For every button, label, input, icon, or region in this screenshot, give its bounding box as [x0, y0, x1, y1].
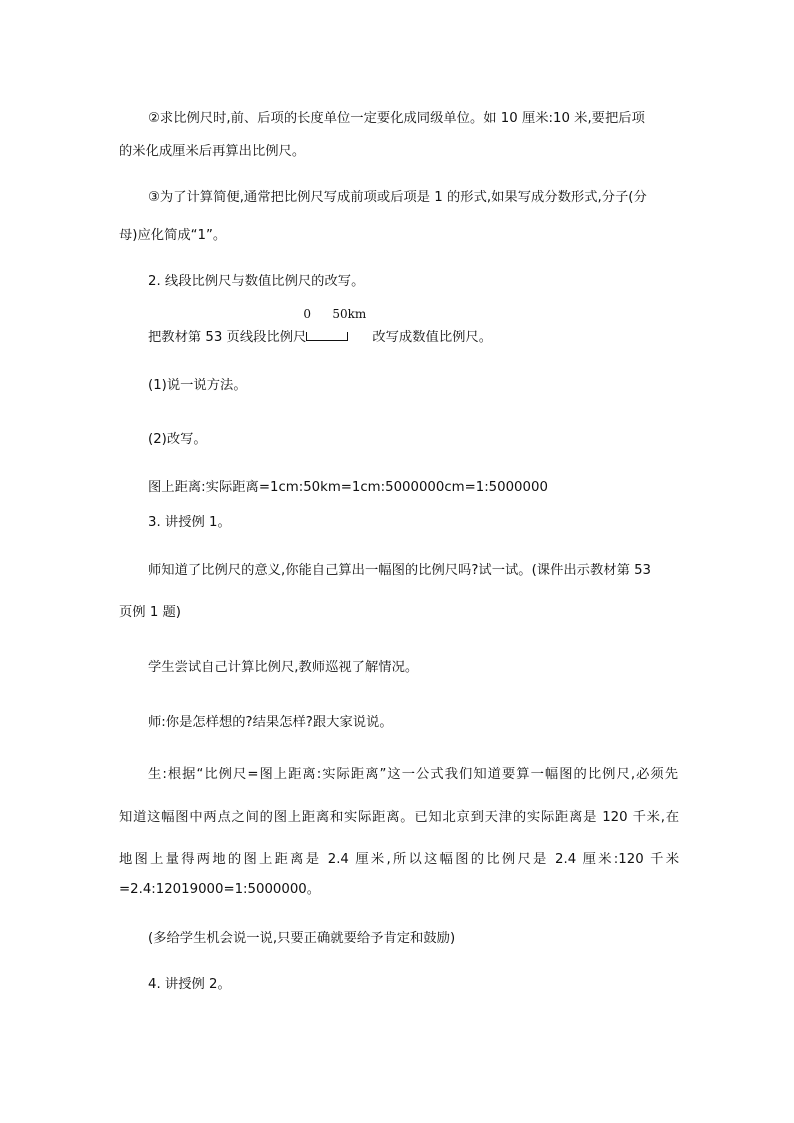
paragraph-student-answer-line2: 知道这幅图中两点之间的图上距离和实际距离。已知北京到天津的实际距离是 120 千米,在 [119, 810, 679, 825]
list-item-rewrite: (2)改写。 [148, 432, 207, 447]
heading-section-4: 4. 讲授例 2。 [148, 977, 231, 992]
scale-text-before: 把教材第 53 页线段比例尺 [148, 330, 307, 345]
paragraph-encouragement-note: (多给学生机会说一说,只要正确就要给予肯定和鼓励) [148, 931, 456, 946]
paragraph-students-try: 学生尝试自己计算比例尺,教师巡视了解情况。 [148, 660, 419, 675]
paragraph-student-answer-line4: =2.4:12019000=1:5000000。 [119, 882, 321, 897]
scale-label-zero: 0 [303, 307, 311, 321]
paragraph-example1-line2: 页例 1 题) [119, 605, 181, 620]
scale-bar [306, 332, 348, 341]
heading-section-2: 2. 线段比例尺与数值比例尺的改写。 [148, 274, 365, 289]
scale-text-after: 改写成数值比例尺。 [372, 330, 493, 345]
paragraph-student-answer-line3: 地图上量得两地的图上距离是 2.4 厘米,所以这幅图的比例尺是 2.4 厘米:120 千米 [119, 852, 679, 867]
paragraph-simplify-line2: 母)应化简成“1”。 [119, 228, 227, 243]
paragraph-example1-line1: 师知道了比例尺的意义,你能自己算出一幅图的比例尺吗?试一试。(课件出示教材第 53 [148, 563, 652, 578]
paragraph-scale-rewrite [148, 307, 688, 348]
paragraph-simplify-line1: ③为了计算简便,通常把比例尺写成前项或后项是 1 的形式,如果写成分数形式,分子(分 [148, 190, 647, 205]
list-item-method: (1)说一说方法。 [148, 378, 247, 393]
scale-label-50km: 50km [332, 307, 367, 321]
paragraph-teacher-question: 师:你是怎样想的?结果怎样?跟大家说说。 [148, 715, 393, 730]
paragraph-unit-conversion-line1: ②求比例尺时,前、后项的长度单位一定要化成同级单位。如 10 厘米:10 米,要把后项 [148, 111, 645, 126]
heading-section-3: 3. 讲授例 1。 [148, 515, 231, 530]
paragraph-unit-conversion-line2: 的米化成厘米后再算出比例尺。 [119, 144, 306, 159]
formula-line: 图上距离:实际距离=1cm:50km=1cm:5000000cm=1:5000000 [148, 480, 548, 495]
line-scale-graphic [303, 307, 372, 348]
paragraph-student-answer-line1: 生:根据“比例尺=图上距离:实际距离”这一公式我们知道要算一幅图的比例尺,必须先 [148, 767, 678, 782]
